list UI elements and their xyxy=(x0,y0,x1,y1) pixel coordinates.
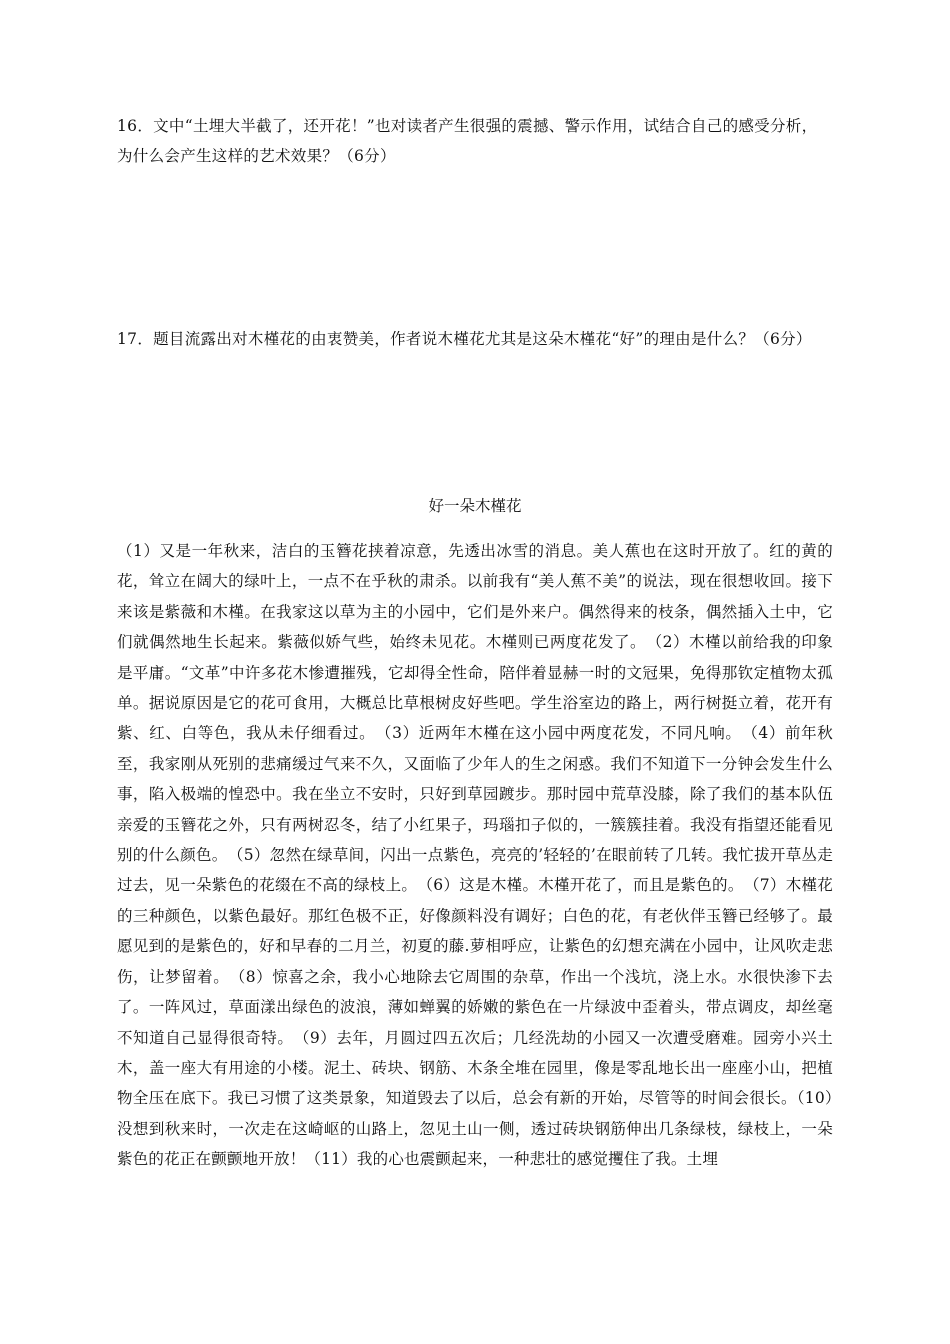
article-title: 好一朵木槿花 xyxy=(428,497,522,515)
article-body: （1）又是一年秋来，洁白的玉簪花挟着凉意，先透出冰雪的消息。美人蕉也在这时开放了。红的黄的花，耸立在阔大的绿叶上，一点不在乎秋的肃杀。以前我有“美人蕉不美”的说法，现在很想收回。接下来该是紫薇和木槿。在我家这以草为主的小园中，它们是外来户。偶然得来的枝条，偶然插入土中，它们就偶然地生长起来。紫薇似娇气些，始终未见花。木槿则已两度花发了。 （2）木槿以前给我的印象是平庸。“文革”中许多花木惨遭摧残，它却得全性命，陪伴着显赫一时的文冠果，免得那钦定植物太孤单。据说原因是它的花可食用，大概总比草根树皮好些吧。学生浴室边的路上，两行树挺立着，花开有紫、红、白等色，我从未仔细看过。 （3）近两年木槿在这小园中两度花发，不同凡响。 （4）前年秋至，我家刚从死别的悲痛缓过气来不久，又面临了少年人的生之闲惑。我们不知道下一分钟会发生什么事，陷入极端的惶恐中。我在坐立不安时，只好到草园踱步。那时园中荒草没膝，除了我们的基本队伍亲爱的玉簪花之外，只有两树忍冬，结了小红果子，玛瑙扣子似的，一簇簇挂着。我没有指望还能看见别的什么颜色。 （5）忽然在绿草间，闪出一点紫色，亮亮的’轻轻的’在眼前转了几转。我忙拔开草丛走过去，见一朵紫色的花缀在不高的绿枝上。 （6）这是木槿。木槿开花了，而且是紫色的。 （7）木槿花的三种颜色，以紫色最好。那红色极不正，好像颜料没有调好；白色的花，有老伙伴玉簪已经够了。最愿见到的是紫色的，好和早春的二月兰，初夏的藤.萝相呼应，让紫色的幻想充满在小园中，让风吹走悲伤，让梦留着。 （8）惊喜之余，我小心地除去它周围的杂草，作出一个浅坑，浇上水。水很快渗下去了。一阵风过，草面漾出绿色的波浪，薄如蝉翼的娇嫩的紫色在一片绿波中歪着头，带点调皮，却丝毫不知道自己显得很奇特。 （9）去年，月圆过四五次后；几经洗劫的小园又一次遭受磨难。园旁小兴土木，盖一座大有用途的小楼。泥土、砖块、钢筋、木条全堆在园里，像是零乱地长出一座座小山，把植物全压在底下。我已习惯了这类景象，知道毁去了以后，总会有新的开始，尽管等的时间会很长。（10）没想到秋来时，一次走在这崎岖的山路上，忽见土山一侧，透过砖块钢筋伸出几条绿枝，绿枝上，一朵紫色的花正在颤颤地开放！（11）我的心也震颤起来，一种悲壮的感觉攫住了我。土埋 xyxy=(117,542,833,1169)
question-16: 16．文中“土埋大半截了，还开花！”也对读者产生很强的震撼、警示作用，试结合自己的感受分析，为什么会产生这样的艺术效果？（6分） xyxy=(117,117,818,165)
question-17: 17．题目流露出对木槿花的由衷赞美，作者说木槿花尤其是这朵木槿花“好”的理由是什么？（6分） xyxy=(117,330,812,348)
